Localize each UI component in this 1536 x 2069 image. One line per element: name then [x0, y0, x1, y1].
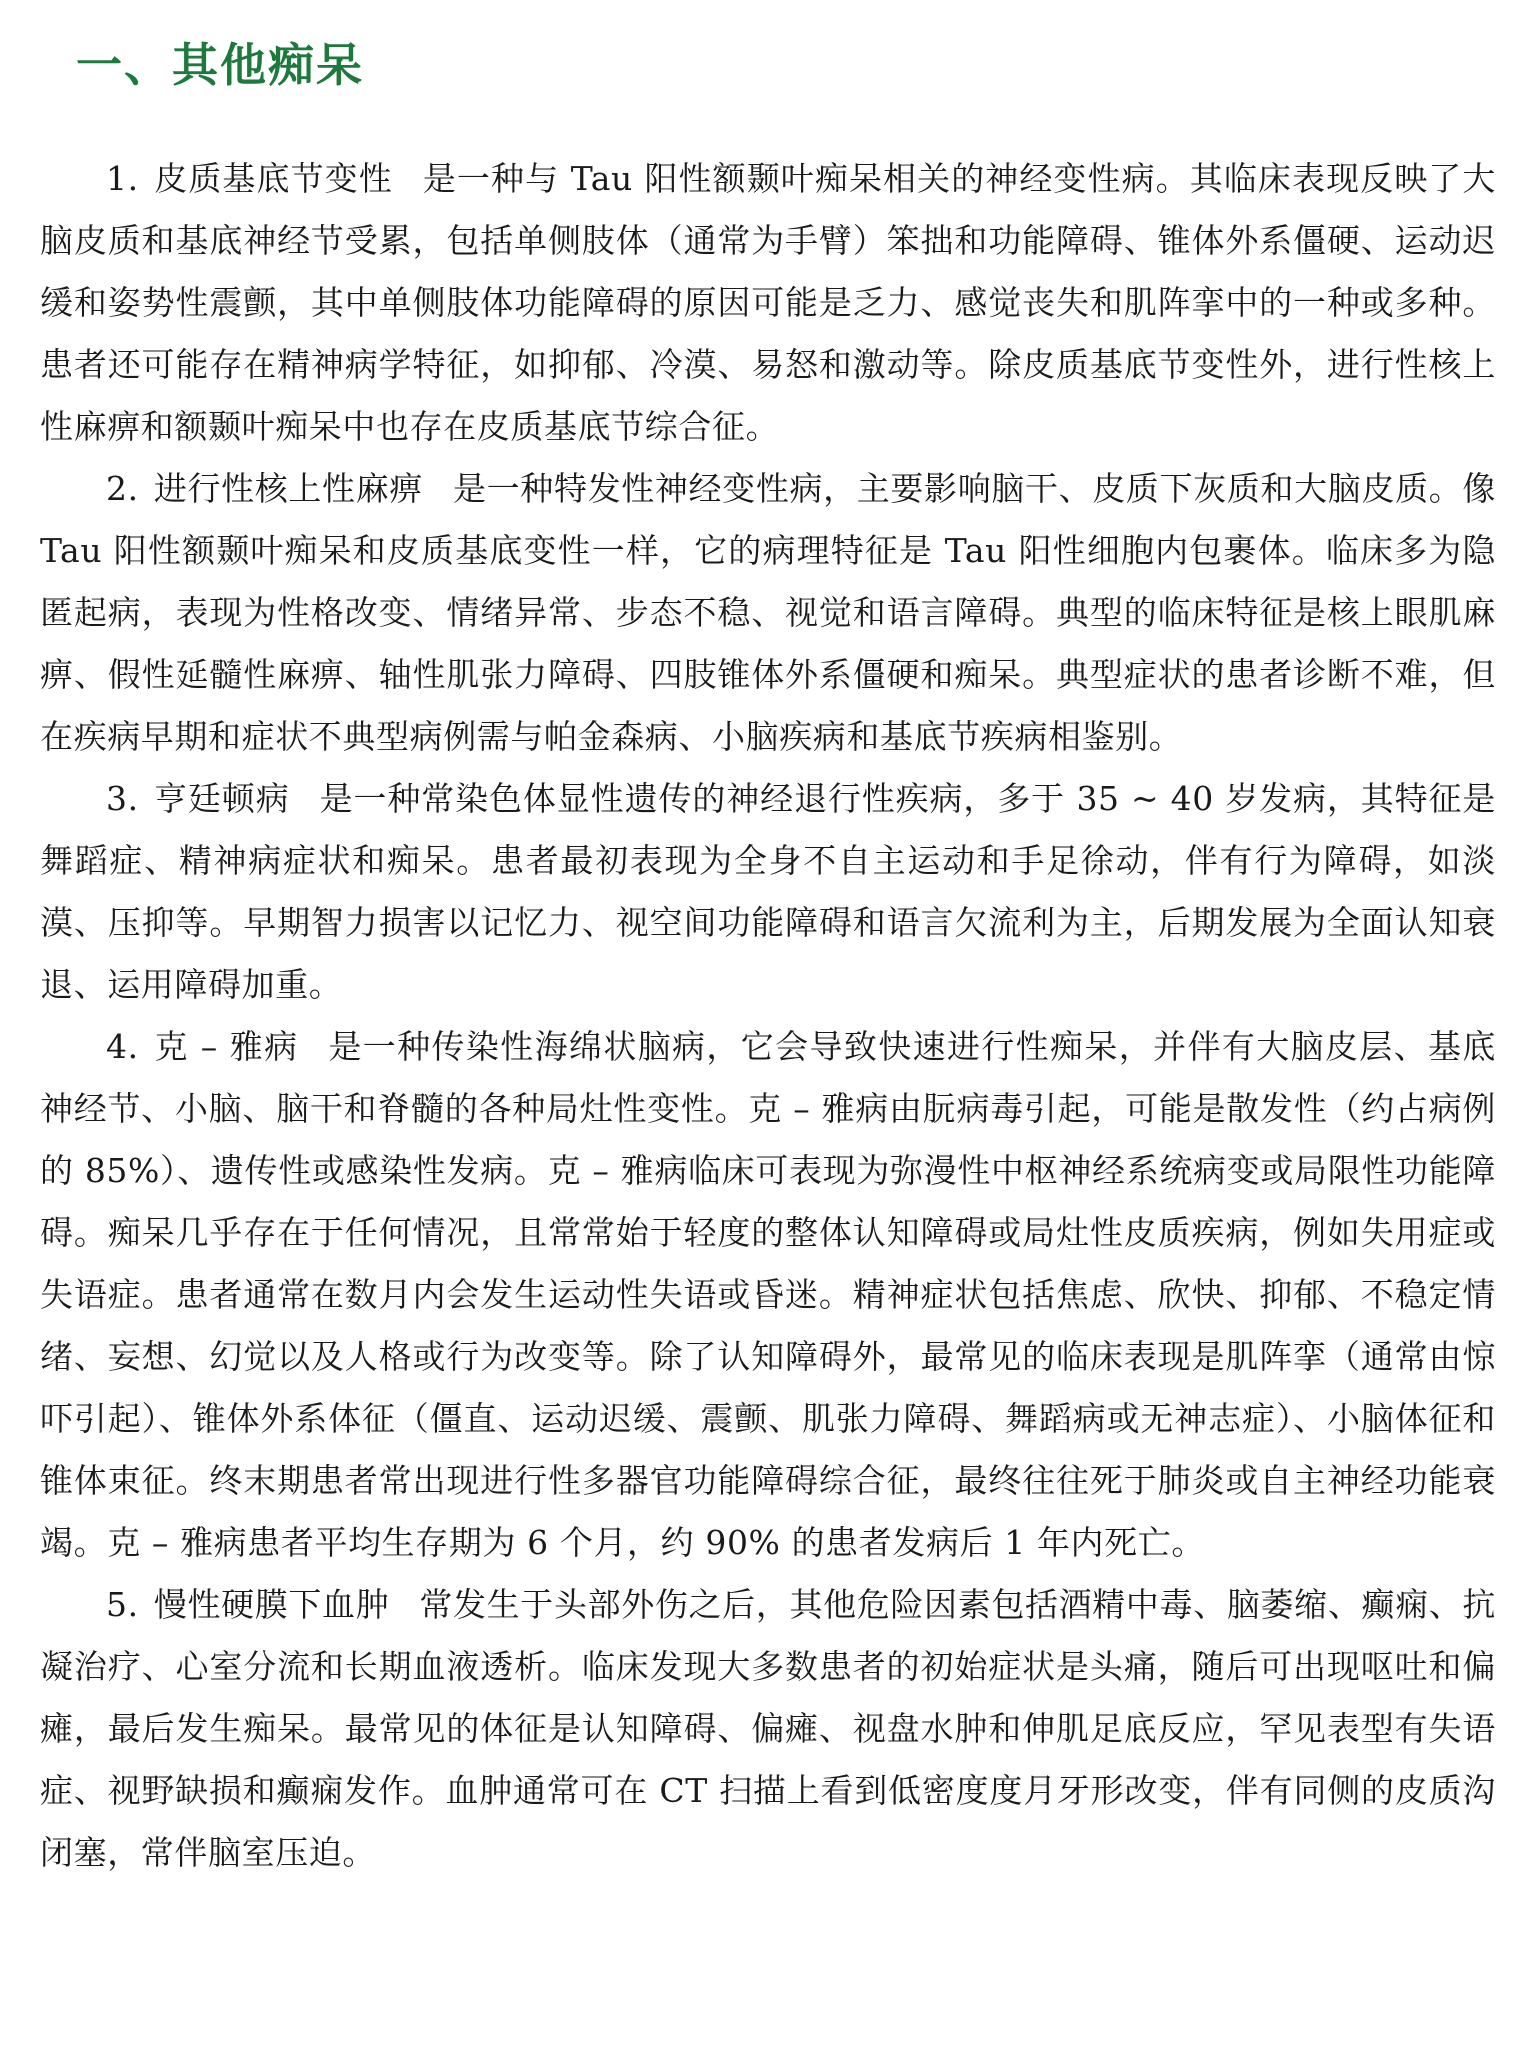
paragraph-text: 是一种特发性神经变性病，主要影响脑干、皮质下灰质和大脑皮质。像 Tau 阳性额颞叶痴呆和皮质基底变性一样，它的病理特征是 Tau 阳性细胞内包裹体。临床多为隐匿起病，表现为性格改变、情绪异常、步态不稳、视觉和语言障碍。典型的临床特征是核上眼肌麻痹、假性延髓性麻痹、轴性肌张力障碍、四肢锥体外系僵硬和痴呆。典型症状的患者诊断不难，但在疾病早期和症状不典型病例需与帕金森病、小脑疾病和基底节疾病相鉴别。 [40, 469, 1496, 756]
paragraph-number: 1. [106, 159, 139, 198]
paragraph-number: 2. [106, 469, 139, 508]
body-text [40, 148, 1496, 1884]
paragraph-term: 亨廷顿病 [154, 779, 290, 818]
paragraph-term: 慢性硬膜下血肿 [153, 1585, 390, 1624]
paragraph-term: 皮质基底节变性 [154, 159, 393, 198]
paragraph-number: 3. [106, 779, 139, 818]
paragraph-number: 4. [106, 1027, 139, 1066]
paragraph-chronic-subdural-hematoma [40, 1574, 1496, 1884]
paragraph-text: 是一种常染色体显性遗传的神经退行性疾病，多于 35 ~ 40 岁发病，其特征是舞蹈症、精神病症状和痴呆。患者最初表现为全身不自主运动和手足徐动，伴有行为障碍，如淡漠、压抑等。早期智力损害以记忆力、视空间功能障碍和语言欠流利为主，后期发展为全面认知衰退、运用障碍加重。 [40, 779, 1496, 1004]
paragraph-term: 进行性核上性麻痹 [153, 469, 423, 508]
paragraph-cjd [40, 1016, 1496, 1574]
paragraph-term: 克 – 雅病 [154, 1027, 299, 1066]
paragraph-huntington-disease [40, 768, 1496, 1016]
paragraph-text: 是一种传染性海绵状脑病，它会导致快速进行性痴呆，并伴有大脑皮层、基底神经节、小脑、脑干和脊髓的各种局灶性变性。克 – 雅病由朊病毒引起，可能是散发性（约占病例的 85%）、遗传性或感染性发病。克 – 雅病临床可表现为弥漫性中枢神经系统病变或局限性功能障碍。痴呆几乎存在于任何情况，且常常始于轻度的整体认知障碍或局灶性皮质疾病，例如失用症或失语症。患者通常在数月内会发生运动性失语或昏迷。精神症状包括焦虑、欣快、抑郁、不稳定情绪、妄想、幻觉以及人格或行为改变等。除了认知障碍外，最常见的临床表现是肌阵挛（通常由惊吓引起）、锥体外系体征（僵直、运动迟缓、震颤、肌张力障碍、舞蹈病或无神志症）、小脑体征和锥体束征。终末期患者常出现进行性多器官功能障碍综合征，最终往往死于肺炎或自主神经功能衰竭。克 – 雅病患者平均生存期为 6 个月，约 90% 的患者发病后 1 年内死亡。 [40, 1027, 1496, 1562]
paragraph-number: 5. [106, 1585, 139, 1624]
paragraph-text: 是一种与 Tau 阳性额颞叶痴呆相关的神经变性病。其临床表现反映了大脑皮质和基底神经节受累，包括单侧肢体（通常为手臂）笨拙和功能障碍、锥体外系僵硬、运动迟缓和姿势性震颤，其中单侧肢体功能障碍的原因可能是乏力、感觉丧失和肌阵挛中的一种或多种。患者还可能存在精神病学特征，如抑郁、冷漠、易怒和激动等。除皮质基底节变性外，进行性核上性麻痹和额颞叶痴呆中也存在皮质基底节综合征。 [40, 159, 1496, 446]
section-heading: 一、其他痴呆 [76, 38, 364, 92]
paragraph-cortical-basal-degeneration [40, 148, 1496, 458]
paragraph-text: 常发生于头部外伤之后，其他危险因素包括酒精中毒、脑萎缩、癫痫、抗凝治疗、心室分流和长期血液透析。临床发现大多数患者的初始症状是头痛，随后可出现呕吐和偏瘫，最后发生痴呆。最常见的体征是认知障碍、偏瘫、视盘水肿和伸肌足底反应，罕见表型有失语症、视野缺损和癫痫发作。血肿通常可在 CT 扫描上看到低密度度月牙形改变，伴有同侧的皮质沟闭塞，常伴脑室压迫。 [40, 1585, 1496, 1872]
paragraph-progressive-supranuclear-palsy [40, 458, 1496, 768]
